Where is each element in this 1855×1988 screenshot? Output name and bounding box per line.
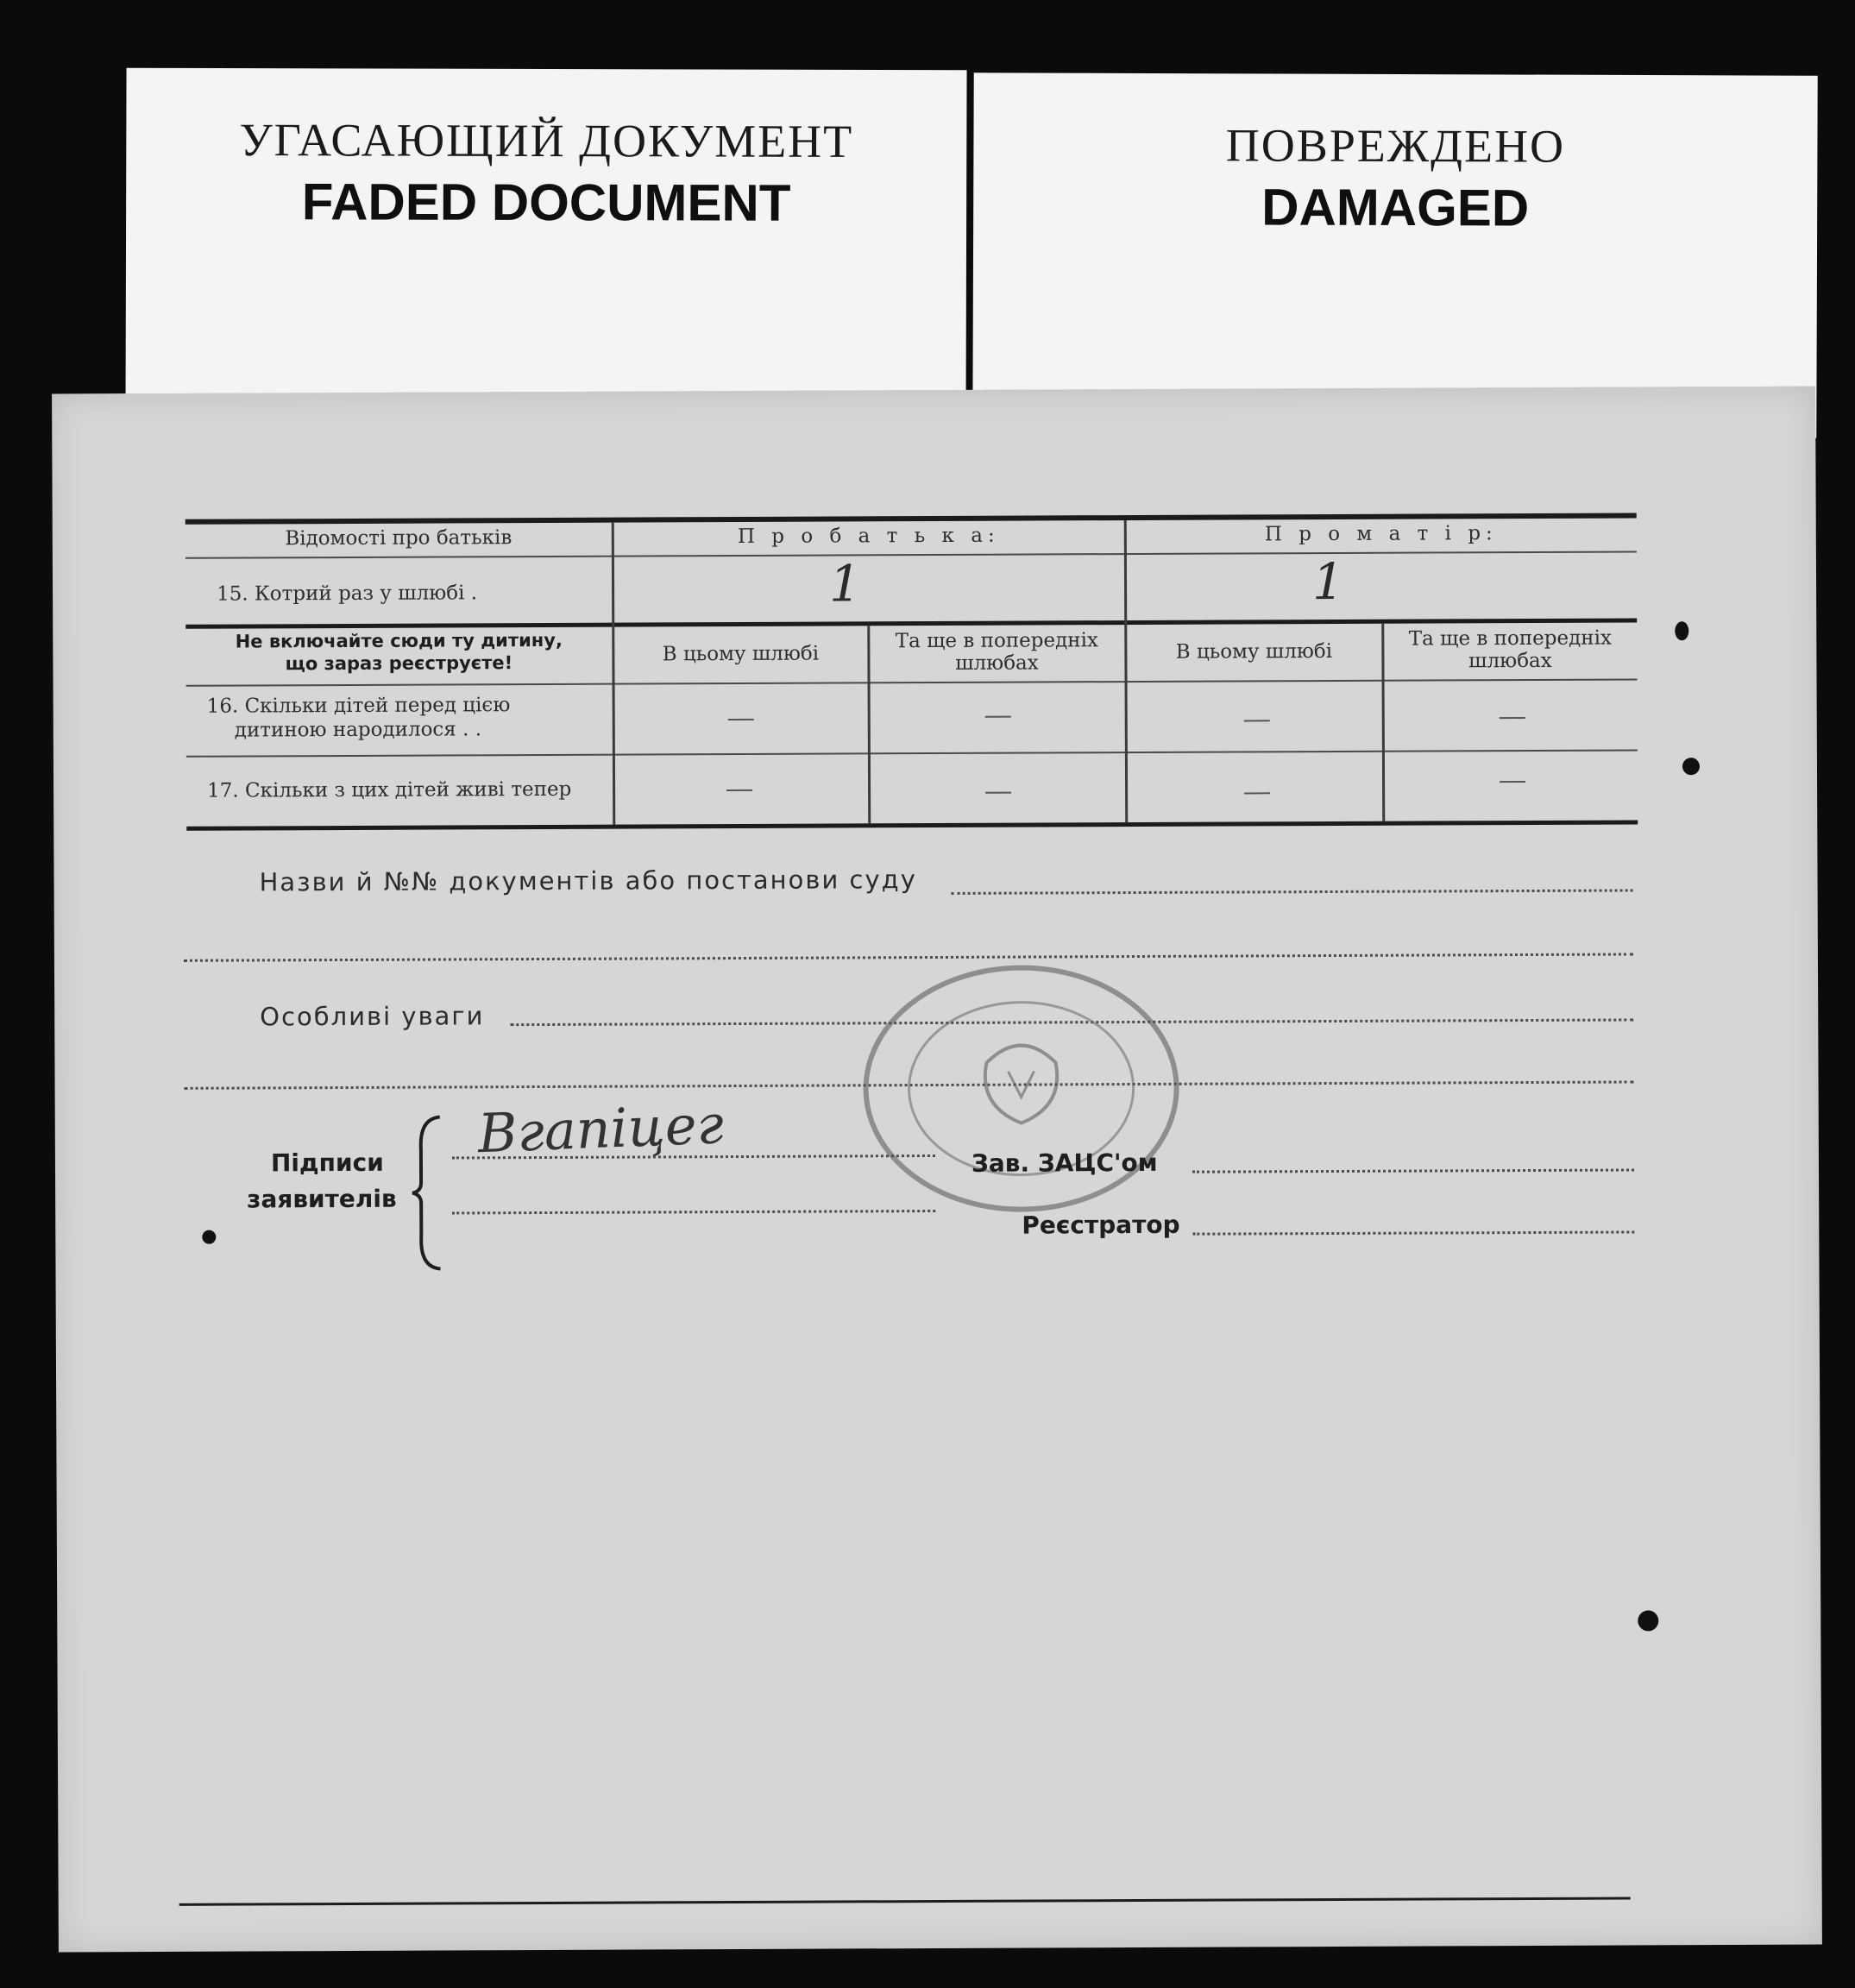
registrar-signature-line (1192, 1230, 1634, 1235)
row17-mother-prev-dash (1500, 781, 1525, 783)
row17-father-prev-dash (985, 792, 1011, 794)
damaged-document-card (972, 72, 1817, 437)
faded-document-card (125, 68, 966, 433)
row17-father-this-dash (726, 790, 752, 791)
header-about-father: П р о б а т ь к а: (737, 524, 1000, 549)
row16-father-prev-dash (985, 716, 1011, 718)
table-sub-rule (186, 678, 1638, 686)
signatures-label-line2: заявителів (247, 1184, 397, 1214)
row16-label-line2: дитиною народилося . . (234, 718, 482, 742)
head-label: Зав. ЗАЦС'ом (971, 1148, 1158, 1178)
table-row-rule (186, 749, 1638, 757)
punch-hole (202, 1230, 216, 1244)
signatures-brace (411, 1115, 446, 1270)
row15-mother-value: 1 (1311, 551, 1345, 612)
punch-hole (1638, 1610, 1658, 1631)
punch-hole (1675, 621, 1688, 640)
row15-father-value: 1 (828, 554, 862, 613)
father-this-marriage: В цьому шлюбі (662, 642, 820, 666)
office-stamp (857, 959, 1185, 1219)
documents-line-1 (952, 889, 1633, 894)
sheet-bottom-rule (179, 1897, 1631, 1906)
header-about-mother: П р о м а т і р: (1264, 522, 1498, 546)
mother-prev-marriages-1: Та ще в попередніх (1408, 626, 1612, 651)
faded-label-ru: УГАСАЮЩИЙ ДОКУМЕНТ (239, 114, 854, 167)
table-bottom-rule (186, 820, 1638, 830)
note-exclude-line1: Не включайте сюди ту дитину, (235, 629, 563, 652)
table-col-divider-1 (612, 523, 616, 825)
row17-label: 17. Скільки з цих дітей живі тепер (207, 777, 572, 802)
head-signature-line (1192, 1168, 1634, 1173)
table-header-rule (186, 550, 1637, 558)
note-exclude-line2: що зараз реєструєте! (285, 652, 513, 675)
father-prev-marriages-1: Та ще в попередніх (895, 629, 1098, 653)
mother-prev-marriages-2: шлюбах (1468, 649, 1552, 673)
punch-hole (1682, 758, 1700, 775)
row17-mother-this-dash (1244, 792, 1270, 794)
remarks-label: Особливі уваги (260, 1001, 485, 1032)
registrar-label: Реєстратор (1022, 1210, 1180, 1240)
applicant-signature: Вгапіцег (476, 1092, 726, 1166)
damaged-label-en: DAMAGED (1261, 178, 1530, 237)
row16-father-this-dash (728, 719, 754, 720)
header-parents-info: Відомості про батьків (285, 526, 512, 550)
damaged-label-ru: ПОВРЕЖДЕНО (1225, 119, 1566, 173)
father-prev-marriages-2: шлюбах (955, 651, 1039, 675)
row16-mother-this-dash (1244, 720, 1270, 721)
row16-mother-prev-dash (1500, 717, 1525, 719)
signatures-label-line1: Підписи (270, 1148, 384, 1178)
documents-label: Назви й №№ документів або постанови суду (259, 865, 917, 897)
row15-label: 15. Котрий раз у шлюбі . (217, 582, 478, 606)
document-sheet (52, 387, 1822, 1953)
faded-label-en: FADED DOCUMENT (301, 173, 791, 232)
row16-label-line1: 16. Скільки дітей перед цією (206, 694, 511, 718)
mother-this-marriage: В цьому шлюбі (1175, 639, 1333, 664)
